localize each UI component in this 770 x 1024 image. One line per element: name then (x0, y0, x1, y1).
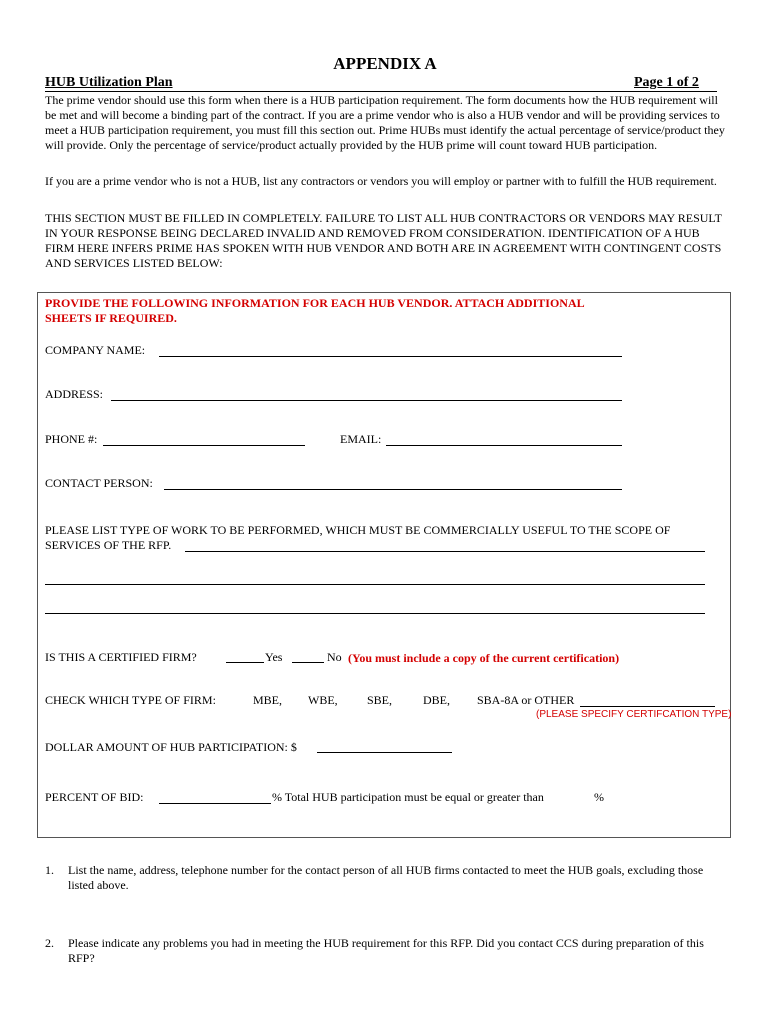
work-type-field-line-1[interactable] (185, 551, 705, 552)
company-name-label: COMPANY NAME: (45, 343, 146, 357)
form-instruction-line-1: PROVIDE THE FOLLOWING INFORMATION FOR EACH HUB VENDOR. ATTACH ADDITIONAL (45, 296, 585, 310)
form-instruction-line-2: SHEETS IF REQUIRED. (45, 311, 177, 325)
hub-vendor-form-box (37, 292, 731, 838)
other-certification-field[interactable] (580, 706, 715, 707)
specify-certification-note: (PLEASE SPECIFY CERTIFCATION TYPE) (536, 709, 732, 720)
firm-type-label: CHECK WHICH TYPE OF FIRM: (45, 693, 216, 707)
contact-person-field[interactable] (164, 489, 622, 490)
contact-person-label: CONTACT PERSON: (45, 476, 153, 490)
work-type-label-line-1: PLEASE LIST TYPE OF WORK TO BE PERFORMED, WHICH MUST BE COMMERCIALLY USEFUL TO THE SCOPE OF (45, 523, 671, 537)
question-2-number: 2. (45, 936, 54, 950)
intro-paragraph-3: THIS SECTION MUST BE FILLED IN COMPLETELY. FAILURE TO LIST ALL HUB CONTRACTORS OR VENDORS MAY RESULT IN YOUR RESPONSE BEING DECLARED INVALID AND REMOVED FROM CONSIDERATION. IDENTIFICATION OF A HUB FIRM HERE INFERS PRIME HAS SPOKEN WITH HUB VENDOR AND BOTH ARE IN AGREEMENT WITH CONTINGENT COSTS AND SERVICES LISTED BELOW: (45, 211, 722, 270)
intro-paragraph-2: If you are a prime vendor who is not a HUB, list any contractors or vendors you will employ or partner with to fulfill the HUB requirement. (45, 174, 717, 188)
certified-yes-blank[interactable] (226, 662, 264, 663)
work-type-field-line-3[interactable] (45, 613, 705, 614)
address-label: ADDRESS: (45, 387, 104, 401)
percent-of-bid-label: PERCENT OF BID: (45, 790, 144, 804)
question-1-number: 1. (45, 863, 54, 877)
work-type-field-line-2[interactable] (45, 584, 705, 585)
firm-type-wbe[interactable]: WBE, (308, 693, 338, 707)
dollar-amount-field[interactable] (317, 752, 452, 753)
firm-type-mbe[interactable]: MBE, (253, 693, 283, 707)
dollar-amount-label: DOLLAR AMOUNT OF HUB PARTICIPATION: $ (45, 740, 297, 754)
header-rule (45, 91, 717, 92)
certified-no-blank[interactable] (292, 662, 324, 663)
plan-title: HUB Utilization Plan (45, 75, 173, 90)
question-2-text: Please indicate any problems you had in meeting the HUB requirement for this RFP. Did you contact CCS during preparation of this RFP? (68, 936, 704, 965)
firm-type-dbe[interactable]: DBE, (423, 693, 450, 707)
phone-field[interactable] (103, 445, 305, 446)
certified-no-label: No (327, 650, 342, 664)
certified-firm-label: IS THIS A CERTIFIED FIRM? (45, 650, 197, 664)
address-field[interactable] (111, 400, 622, 401)
percent-sign: % (594, 790, 604, 804)
certification-note: (You must include a copy of the current certification) (348, 651, 620, 665)
intro-paragraph-1: The prime vendor should use this form when there is a HUB participation requirement. The form documents how the HUB requirement will be met and will become a binding part of the contract. If you are a prime vendor who is also a HUB vendor and will be providing services to meet a HUB participation requirement, you must fill this section out. Prime HUBs must identify the actual percentage of service/product they will provide. Only the percentage of service/product actually provided by the HUB prime will count toward HUB participation. (45, 93, 725, 152)
company-name-field[interactable] (159, 356, 622, 357)
firm-type-sbe[interactable]: SBE, (367, 693, 393, 707)
email-field[interactable] (386, 445, 622, 446)
percent-requirement-text: % Total HUB participation must be equal or greater than (272, 790, 544, 804)
percent-of-bid-field[interactable] (159, 803, 271, 804)
page-number: Page 1 of 2 (634, 75, 699, 90)
work-type-label-line-2: SERVICES OF THE RFP. (45, 538, 172, 552)
page-title: APPENDIX A (333, 54, 437, 73)
phone-label: PHONE #: (45, 432, 98, 446)
certified-yes-label: Yes (265, 650, 283, 664)
question-1-text: List the name, address, telephone number for the contact person of all HUB firms contacted to meet the HUB goals, excluding those listed above. (68, 863, 704, 892)
email-label: EMAIL: (340, 432, 382, 446)
firm-type-sba-other[interactable]: SBA-8A or OTHER (477, 693, 575, 707)
